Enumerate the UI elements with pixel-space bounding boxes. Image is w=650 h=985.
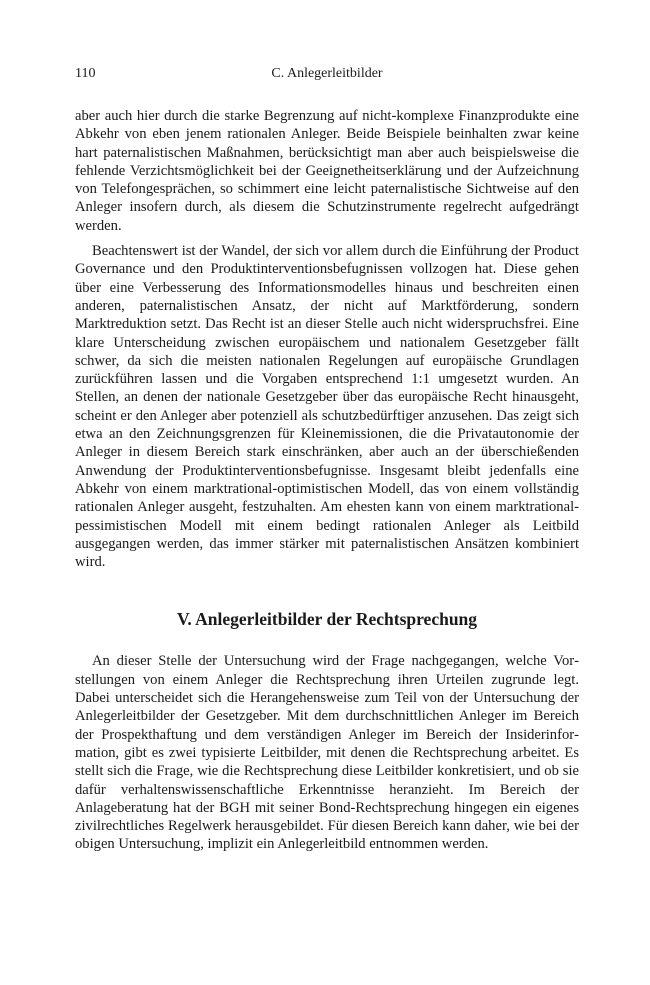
- section-heading: V. Anlegerleitbilder der Rechtsprechung: [176, 609, 478, 630]
- chapter-title: C. Anlegerleitbilder: [271, 66, 383, 81]
- running-head: [75, 66, 579, 86]
- paragraph-case-law: An dieser Stelle der Untersuchung wird der Frage nachgegangen, welche Vorstellungen von einem Anleger die Rechtsprechung ihren Urteilen zugrunde legt. Dabei unterscheidet sich die Herangehensweise zum Teil von der Untersuchung der Anlegerleitbilder der Gesetzgeber. Mit dem durchschnittlichen Anleger im Bereich der Prospekthaftung und dem verständigen Anleger im Bereich der Insiderinformation, gibt es zwei typisierte Leitbilder, mit denen die Rechtsprechung arbeitet. Es stellt sich die Frage, wie die Rechtsprechung diese Leitbilder konkretisiert, und ob sie dafür verhaltenswissenschaftliche Erkenntnisse heranzieht. Im Bereich der Anlageberatung hat der BGH mit seiner Bond-Rechtsprechung hingegen ein eigenes zivilrechtliches Regelwerk herausgebildet. Für diesen Bereich kann daher, wie bei der obigen Untersuchung, implizit ein Anlegerleitbild entnommen werden.: [75, 653, 579, 853]
- paragraph-continuation: aber auch hier durch die starke Begrenzung auf nicht-komplexe Finanzprodukte eine Abkehr von eben jenem rationalen Anleger. Beide Beispiele beinhalten zwar keine hart paternalistischen Maßnahmen, berücksichtigt man aber auch beispielsweise die fehlende Verzichtsmöglichkeit bei der Geeignetheitserklärung und der Aufzeichnung von Telefongesprächen, so schimmert eine leicht paternalistische Sichtweise auf den Anleger insofern durch, als diesem die Schutzinstrumente regelrecht aufgedrängt werden.: [75, 108, 579, 234]
- body-text: [75, 107, 579, 854]
- paragraph-product-governance: Beachtenswert ist der Wandel, der sich vor allem durch die Einführung der Product Governance und den Produktinterventionsbefugnissen vollzogen hat. Diese gehen über eine Verbesserung des Informationsmodelles hinaus und beschreiten einen anderen, paternalistischen Ansatz, der nicht auf Marktförderung, sondern Marktreduktion setzt. Das Recht ist an dieser Stelle auch nicht widerspruchsfrei. Eine klare Unterscheidung zwischen europäischem und nationalem Gesetzgeber fällt schwer, da sich die meisten nationalen Regelungen auf europäische Grundlagen zurückführen lassen und die Vorgaben entsprechend 1:1 umgesetzt wurden. An Stellen, an denen der nationale Gesetzgeber über das europäische Recht hinausgeht, scheint er den Anleger aber potenziell als schutzbedürftiger anzusehen. Das zeigt sich etwa an den Zeichnungsgrenzen für Kleinemissionen, die die Privatautonomie der Anleger in diesem Bereich stark einschränken, aber auch an der überschießenden Anwendung der Produktinterventionsbefugnisse. Insgesamt bleibt jedenfalls eine Abkehr von einem marktrational-optimistischen Modell, das von einem vollständig rationalen Anleger ausgeht, festzuhalten. Am ehesten kann von einem marktrational-pessimistischen Modell mit einem bedingt rationalen Anleger als Leitbild ausgegangen werden, das immer stärker mit paternalistischen Ansätzen kombiniert wird.: [75, 243, 579, 571]
- page-number: 110: [75, 66, 96, 81]
